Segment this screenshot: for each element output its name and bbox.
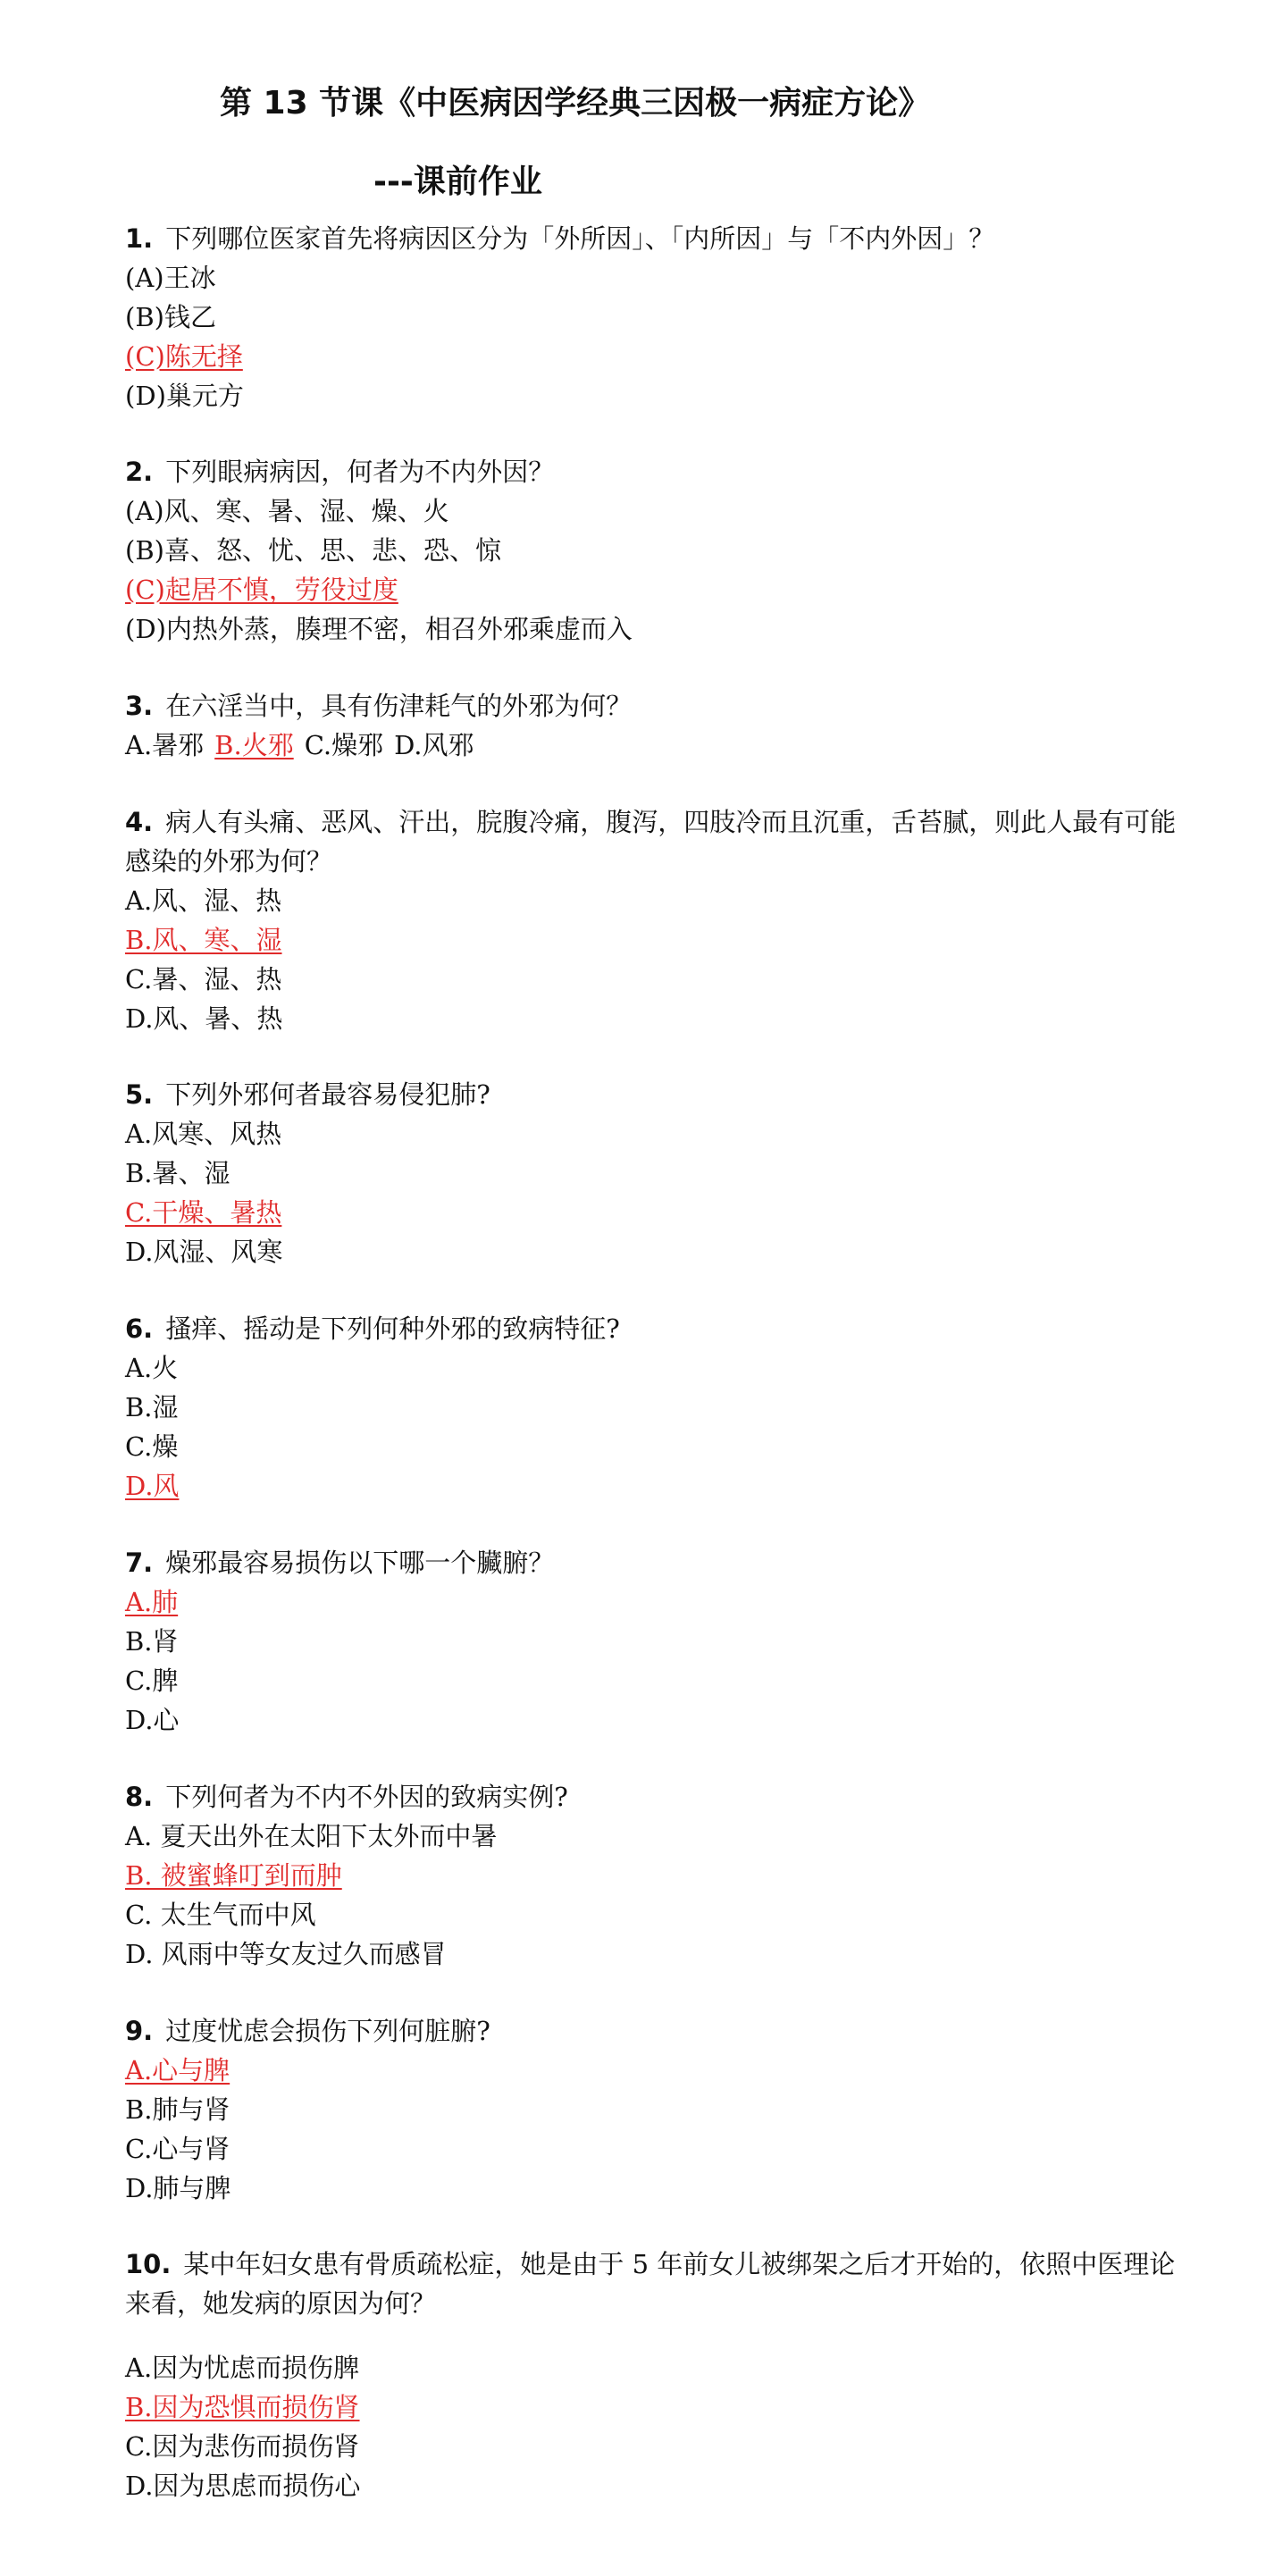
question-8 — [125, 1777, 1179, 1974]
option-c: C.心与肾 — [125, 2134, 230, 2164]
option-a-correct: A.心与脾 — [125, 2055, 230, 2085]
option-a: (A)风、寒、暑、湿、燥、火 — [125, 496, 449, 526]
question-3 — [125, 686, 1179, 765]
option-b-correct: B.风、寒、湿 — [125, 925, 282, 955]
option-a: A.风、湿、热 — [125, 885, 282, 916]
option-c-correct: (C)起居不慎，劳役过度 — [125, 575, 398, 605]
question-5 — [125, 1075, 1179, 1271]
option-b-correct: B.火邪 — [214, 730, 294, 760]
option-c: C. 太生气而中风 — [125, 1900, 316, 1930]
option-d: D.风邪 — [394, 730, 474, 760]
option-b-correct: B.因为恐惧而损伤肾 — [125, 2392, 360, 2422]
question-number: 5. — [125, 1079, 154, 1110]
question-7 — [125, 1543, 1179, 1740]
option-a: (A)王冰 — [125, 263, 216, 293]
question-number: 7. — [125, 1548, 154, 1578]
option-d: D.肺与脾 — [125, 2173, 231, 2203]
option-d-correct: D.风 — [125, 1471, 180, 1501]
question-number: 8. — [125, 1782, 154, 1812]
question-1 — [125, 219, 1179, 415]
question-stem: 下列哪位医家首先将病因区分为「外所因」、「内所因」与「不内外因」？ — [165, 223, 995, 254]
question-stem: 病人有头痛、恶风、汗出，脘腹冷痛，腹泻，四肢冷而且沉重，舌苔腻，则此人最有可能感染的外邪为何？ — [125, 807, 1177, 877]
option-b: (B)钱乙 — [125, 302, 216, 332]
question-6 — [125, 1309, 1179, 1506]
question-4 — [125, 802, 1179, 1038]
option-b: B.暑、湿 — [125, 1158, 230, 1188]
question-stem: 下列眼病病因，何者为不内外因？ — [165, 457, 555, 487]
option-b: B.肾 — [125, 1626, 179, 1657]
option-a: A. 夏天出外在太阳下太外而中暑 — [125, 1821, 498, 1851]
option-d: D.风、暑、热 — [125, 1003, 283, 1034]
option-c: C.因为悲伤而损伤肾 — [125, 2431, 360, 2462]
question-stem: 搔痒、摇动是下列何种外邪的致病特征? — [165, 1313, 620, 1344]
option-d: D.风湿、风寒 — [125, 1237, 283, 1267]
option-c: C.燥邪 — [304, 730, 384, 760]
option-d: (D)内热外蒸，腠理不密，相召外邪乘虚而入 — [125, 614, 633, 644]
question-stem: 在六淫当中，具有伤津耗气的外邪为何？ — [165, 691, 633, 721]
option-b: B.肺与肾 — [125, 2094, 230, 2125]
option-a: A.火 — [125, 1353, 179, 1383]
option-a-correct: A.肺 — [125, 1587, 179, 1617]
question-9 — [125, 2011, 1179, 2208]
question-stem: 下列何者为不内不外因的致病实例? — [165, 1782, 568, 1812]
option-c: C.燥 — [125, 1431, 179, 1462]
option-b: (B)喜、怒、忧、思、悲、恐、惊 — [125, 535, 501, 566]
question-stem: 过度忧虑会损伤下列何脏腑? — [165, 2016, 490, 2046]
option-d: (D)巢元方 — [125, 381, 244, 411]
question-text — [125, 219, 1179, 258]
question-number: 9. — [125, 2016, 154, 2046]
page-title: 第 13 节课《中医病因学经典三因极一病症方论》 — [220, 85, 931, 122]
question-number: 2. — [125, 457, 154, 487]
question-number: 10. — [125, 2249, 172, 2279]
option-d: D.心 — [125, 1705, 180, 1735]
question-number: 3. — [125, 691, 154, 721]
option-b-correct: B. 被蜜蜂叮到而肿 — [125, 1860, 342, 1891]
option-c: C.脾 — [125, 1666, 179, 1696]
page-subtitle: ---课前作业 — [373, 164, 542, 200]
question-10 — [125, 2245, 1179, 2505]
option-b: B.湿 — [125, 1392, 179, 1422]
option-d: D. 风雨中等女友过久而感冒 — [125, 1939, 447, 1969]
option-c: C.暑、湿、热 — [125, 964, 282, 994]
question-stem: 燥邪最容易损伤以下哪一个臟腑？ — [165, 1548, 555, 1578]
option-a: A.因为忧虑而损伤脾 — [125, 2353, 360, 2383]
question-number: 1. — [125, 223, 154, 254]
question-number: 6. — [125, 1313, 154, 1344]
question-number: 4. — [125, 807, 154, 837]
question-stem: 某中年妇女患有骨质疏松症，她是由于 5 年前女儿被绑架之后才开始的，依照中医理论来看，她发病的原因为何？ — [125, 2249, 1176, 2319]
option-c-correct: (C)陈无择 — [125, 341, 243, 372]
question-stem: 下列外邪何者最容易侵犯肺? — [165, 1079, 490, 1110]
option-d: D.因为思虑而损伤心 — [125, 2471, 361, 2501]
option-a: A.暑邪 — [125, 730, 205, 760]
question-2 — [125, 452, 1179, 649]
option-c-correct: C.干燥、暑热 — [125, 1197, 282, 1228]
option-a: A.风寒、风热 — [125, 1119, 282, 1149]
